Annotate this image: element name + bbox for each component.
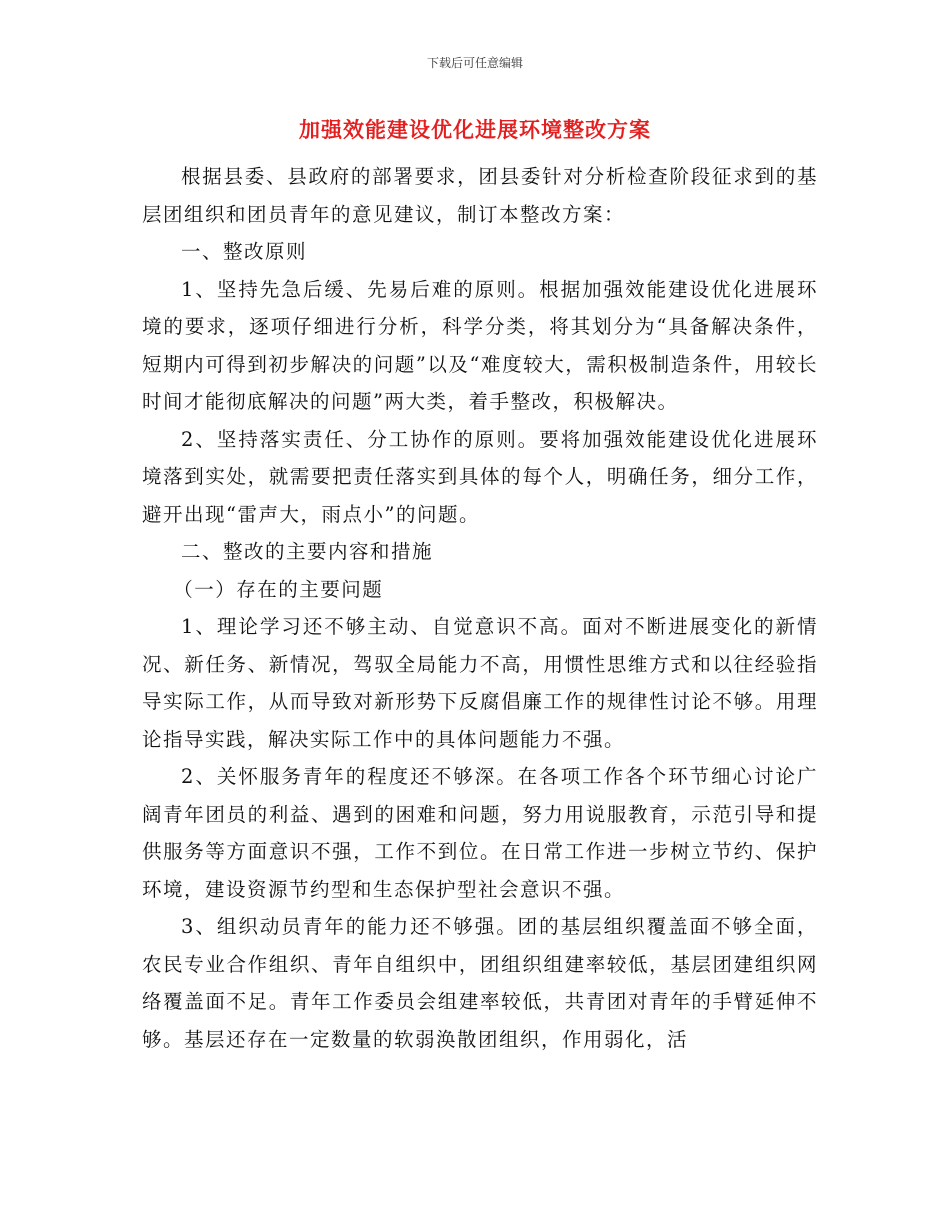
problem-paragraph-1: 1、理论学习还不够主动、自觉意识不高。面对不断进展变化的新情况、新任务、新情况，驾驭全局能力不高，用惯性思维方式和以往经验指导实际工作，从而导致对新形势下反腐倡廉工作的规律性讨论不够。用理论指导实践，解决实际工作中的具体问题能力不强。 <box>142 615 818 751</box>
principle-paragraph-2: 2、坚持落实责任、分工协作的原则。要将加强效能建设优化进展环境落到实处，就需要把责任落实到具体的每个人，明确任务，细分工作，避开出现“雷声大，雨点小”的问题。 <box>142 427 818 526</box>
problem-paragraph-2: 2、关怀服务青年的程度还不够深。在各项工作各个环节细心讨论广阔青年团员的利益、遇到的困难和问题，努力用说服教育，示范引导和提供服务等方面意识不强，工作不到位。在日常工作进一步树立节约、保护环境，建设资源节约型和生态保护型社会意识不强。 <box>142 765 818 901</box>
section-heading-principles: 一、整改原则 <box>181 240 308 263</box>
subsection-heading-problems: （一）存在的主要问题 <box>173 577 384 601</box>
intro-paragraph: 根据县委、县政府的部署要求，团县委针对分析检查阶段征求到的基层团组织和团员青年的意见建议，制订本整改方案： <box>142 165 818 226</box>
principle-paragraph-1: 1、坚持先急后缓、先易后难的原则。根据加强效能建设优化进展环境的要求，逐项仔细进行分析，科学分类，将其划分为“具备解决条件，短期内可得到初步解决的问题”以及“难度较大，需积极制造条件，用较长时间才能彻底解决的问题”两大类，着手整改，积极解决。 <box>142 277 818 413</box>
section-heading-content: 二、整改的主要内容和措施 <box>181 540 434 563</box>
document-title: 加强效能建设优化进展环境整改方案 <box>299 117 651 142</box>
page-header-note: 下载后可任意编辑 <box>426 56 523 70</box>
problem-paragraph-3: 3、组织动员青年的能力还不够强。团的基层组织覆盖面不够全面，农民专业合作组织、青年自组织中，团组织组建率较低，基层团建组织网络覆盖面不足。青年工作委员会组建率较低，共青团对青年的手臂延伸不够。基层还存在一定数量的软弱涣散团组织，作用弱化，活 <box>142 915 818 1051</box>
document-body <box>142 158 818 1058</box>
